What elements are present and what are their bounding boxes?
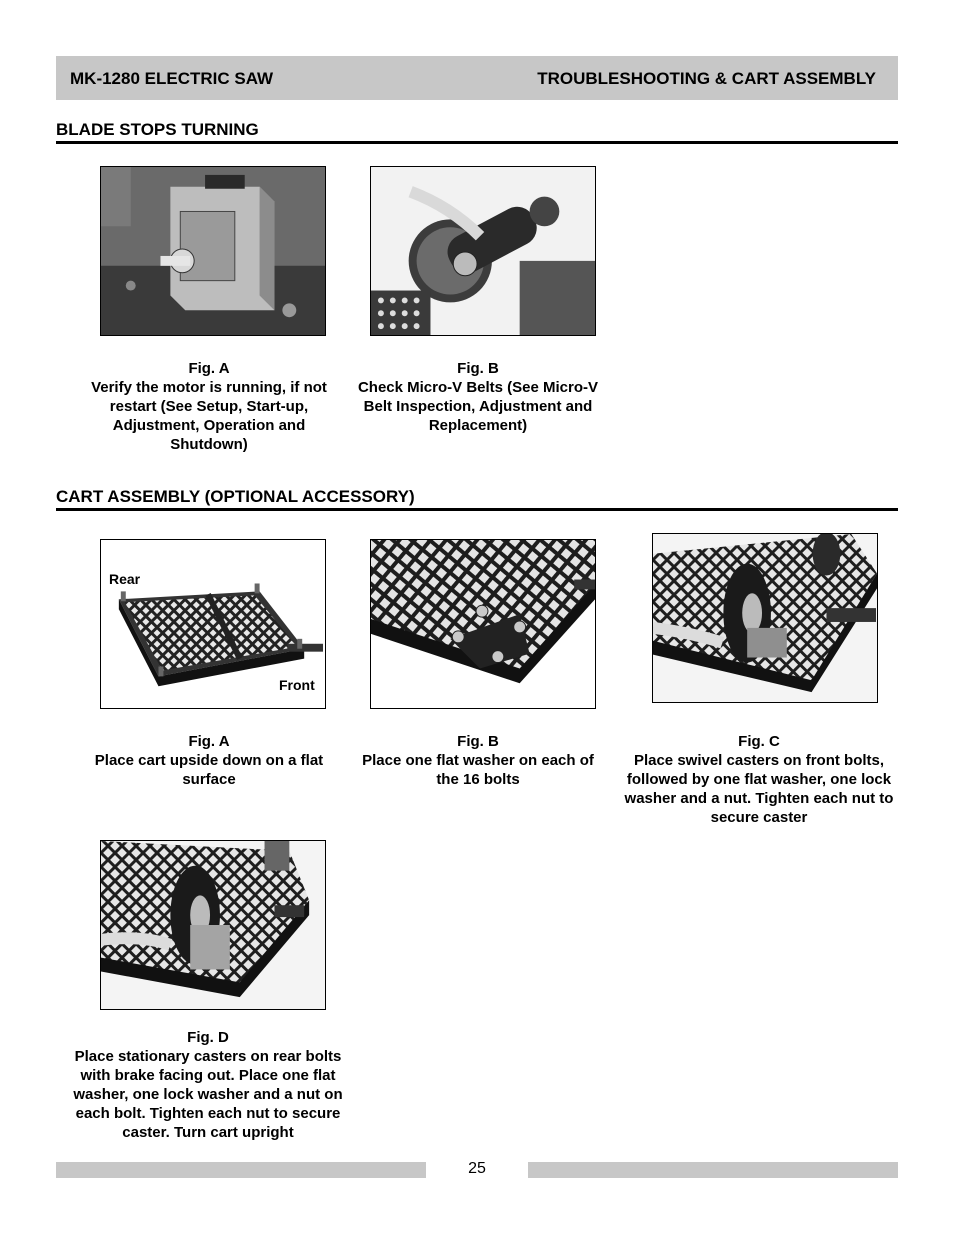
caption-label: Fig. C [738, 733, 780, 750]
caption-text: Place stationary casters on rear bolts with brake facing out. Place one flat washer, one lock washer and a nut on each bolt. Tighten each nut to secure caster. Turn cart upright [73, 1048, 343, 1141]
section-title-cart-assembly: CART ASSEMBLY (OPTIONAL ACCESSORY) [56, 487, 898, 511]
photo-motor-switch [100, 166, 326, 336]
photo-cart-swivel-caster [652, 533, 878, 703]
caption-text: Verify the motor is running, if not restart (See Setup, Start-up, Adjustment, Operation and Shutdown) [91, 379, 327, 453]
photo-cart-washers [370, 539, 596, 709]
footer-bar-left [56, 1162, 426, 1178]
caption-label: Fig. B [457, 360, 499, 377]
caption-cart-fig-a [88, 732, 330, 789]
page-number: 25 [468, 1160, 486, 1177]
photo-micro-v-belts [370, 166, 596, 336]
section-heading: TROUBLESHOOTING & CART ASSEMBLY [537, 69, 876, 88]
footer-bar-right [528, 1162, 898, 1178]
caption-text: Place cart upside down on a flat surface [94, 752, 324, 788]
caption-label: Fig. A [188, 733, 230, 750]
caption-label: Fig. D [187, 1029, 229, 1046]
document-title: MK-1280 ELECTRIC SAW [70, 69, 274, 88]
caption-text: Place one flat washer on each of the 16 bolts [362, 752, 594, 788]
caption-text: Place swivel casters on front bolts, followed by one flat washer, one lock washer and a nut. Tighten each nut to secure caster [624, 752, 894, 826]
caption-cart-fig-b [352, 732, 604, 789]
caption-label: Fig. B [457, 733, 499, 750]
caption-blade-fig-a [86, 359, 332, 454]
caption-text: Check Micro-V Belts (See Micro-V Belt Inspection, Adjustment and Replacement) [357, 379, 599, 434]
photo-label-front: Front [279, 677, 315, 693]
caption-blade-fig-b [348, 359, 608, 435]
photo-cart-stationary-caster [100, 840, 326, 1010]
caption-cart-fig-d [62, 1028, 354, 1142]
header-bar [56, 56, 898, 100]
photo-label-rear: Rear [109, 571, 141, 587]
section-title-blade-stops: BLADE STOPS TURNING [56, 120, 898, 144]
caption-cart-fig-c [622, 732, 896, 827]
caption-label: Fig. A [188, 360, 230, 377]
